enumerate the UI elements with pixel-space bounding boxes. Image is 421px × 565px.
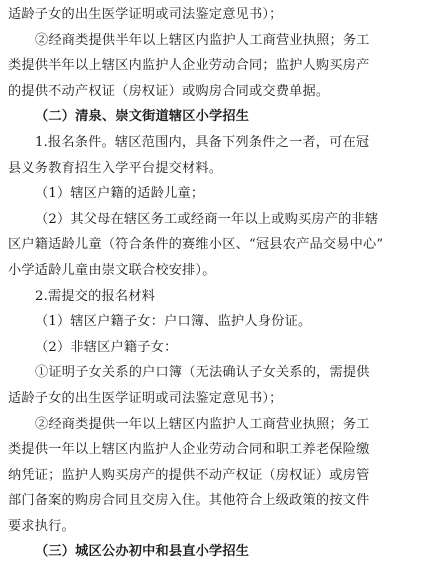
text-line: （1）辖区户籍子女：户口簿、监护人身份证。 [35,314,312,330]
text-line: 2.需提交的报名材料 [35,288,156,304]
text-line: 的提供不动产权证（房权证）或购房合同或交费单据。 [8,83,330,99]
text-line: （2）非辖区户籍子女： [35,339,178,355]
text-line: 1.报名条件。辖区范围内，具备下列条件之一者，可在冠 [35,134,370,150]
text-line: 类提供一年以上辖区内监护人企业劳动合同和职工养老保险缴 [8,442,370,458]
text-line: 适龄子女的出生医学证明或司法鉴定意见书）； [8,390,283,406]
text-line: ②经商类提供半年以上辖区内监护人工商营业执照；务工 [35,32,370,48]
text-line: ①证明子女关系的户口簿（无法确认子女关系的，需提供 [35,365,370,381]
text-line: （2）其父母在辖区务工或经商一年以上或购买房产的非辖 [35,211,379,227]
text-line: 纳凭证；监护人购买房产的提供不动产权证（房权证）或房管 [8,467,370,483]
text-line: 要求执行。 [8,518,75,534]
section-heading: （二）清泉、崇文街道辖区小学招生 [35,109,250,125]
text-line: （1）辖区户籍的适龄儿童； [35,186,205,202]
text-line: ②经商类提供一年以上辖区内监护人工商营业执照；务工 [35,416,370,432]
text-line: 区户籍适龄儿童（符合条件的赛维小区、“冠县农产品交易中心” [8,237,384,253]
section-heading: （三）城区公办初中和县直小学招生 [35,544,250,560]
text-line: 小学适龄儿童由崇文联合校安排）。 [8,262,216,278]
text-line: 部门备案的购房合同且交房入住。其他符合上级政策的按文件 [8,493,370,509]
text-line: 县义务教育招生入学平台提交材料。 [8,160,223,176]
text-line: 类提供半年以上辖区内监护人企业劳动合同；监护人购买房产 [8,58,370,74]
document-body [8,2,413,565]
text-line: 适龄子女的出生医学证明或司法鉴定意见书）； [8,7,283,22]
